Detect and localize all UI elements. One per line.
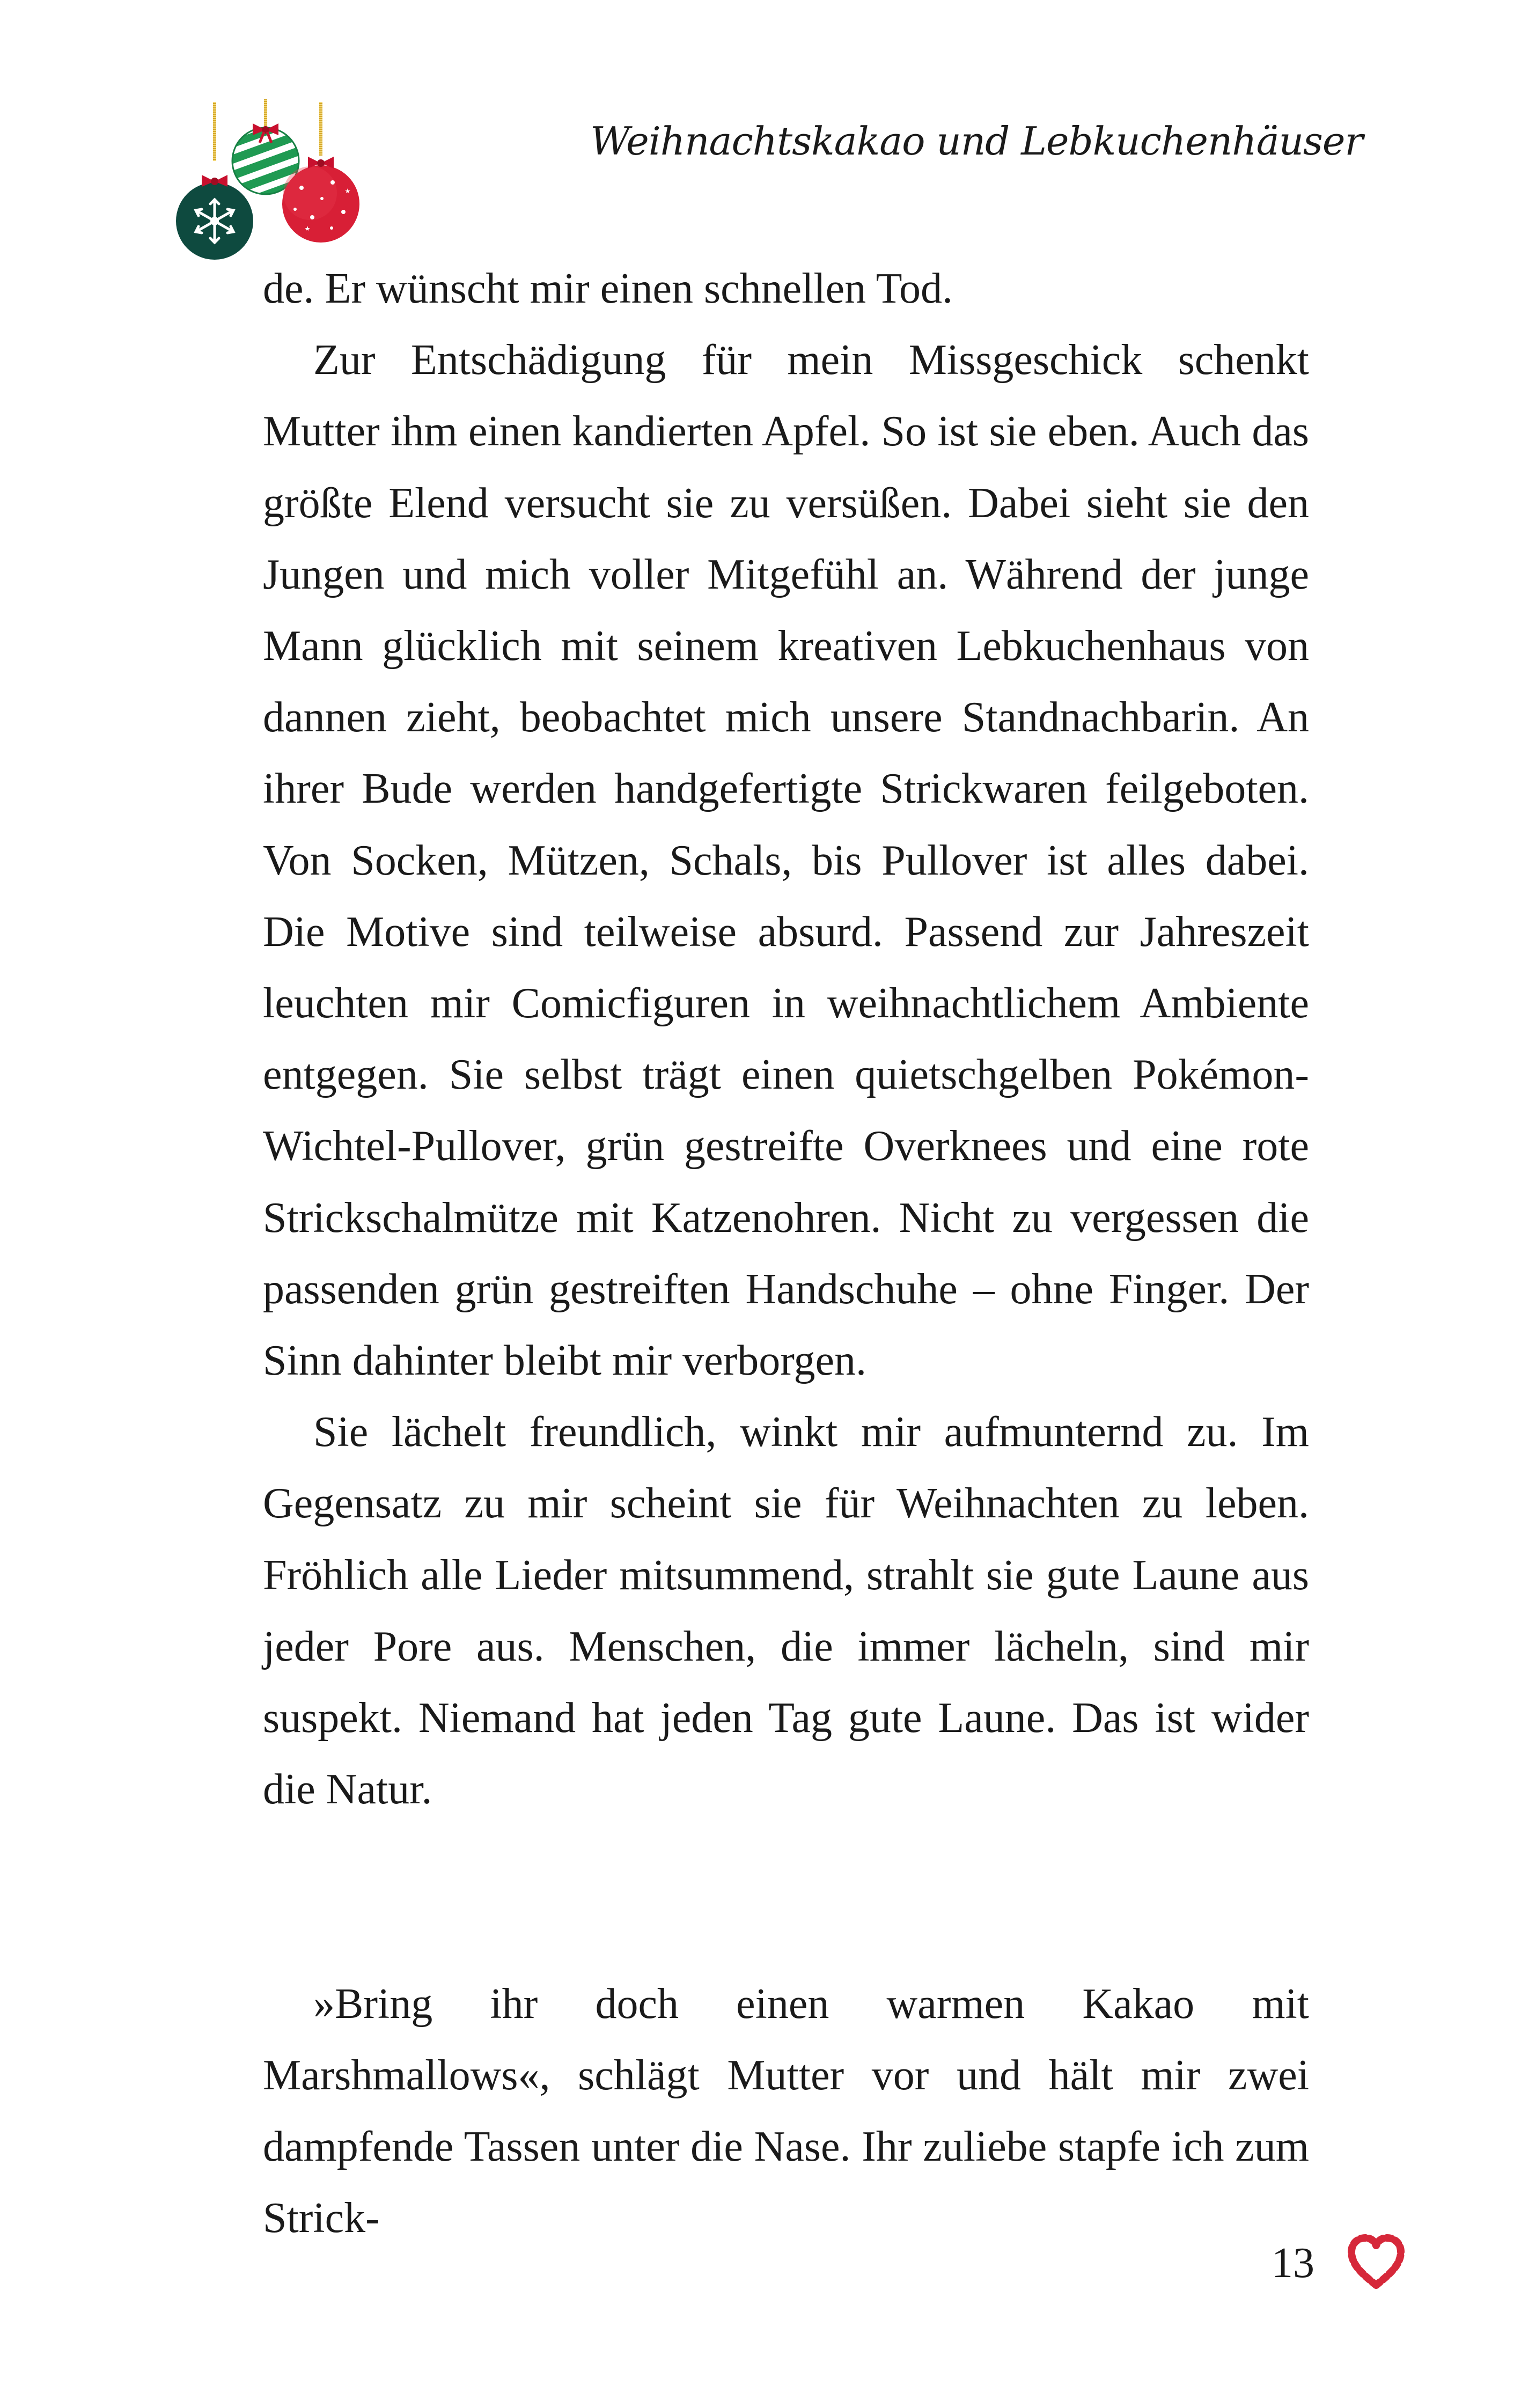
paragraph: »Bring ihr doch einen warmen Kakao mit Marshmallows«, schlägt Mutter vor und hält mir zwei dampfende Tassen unter die Nase. Ihr zuliebe stapfe ich zum Strick- bbox=[263, 1980, 1309, 2242]
body-text bbox=[263, 253, 1309, 2255]
candy-cane-heart-icon bbox=[1344, 2229, 1408, 2294]
paragraph: Zur Entschädigung für mein Missgeschick schenkt Mutter ihm einen kandierten Apfel. So ist sie eben. Auch das größte Elend versucht sie zu versüßen. Dabei sieht sie den Jungen und mich voller Mitgefühl an. Während der junge Mann glücklich mit seinem kreativen Lebkuchenhaus von dannen zieht, beobachtet mich unsere Standnachbarin. An ihrer Bude werden handgefertigte Strickwaren feilgeboten. Von Socken, Mützen, Schals, bis Pullover ist alles dabei. Die Motive sind teilweise absurd. Passend zur Jahreszeit leuchten mir Comicfiguren in weihnachtlichem Ambiente entgegen. Sie selbst trägt einen quietschgelben Pokémon-Wichtel-Pullover, grün gestreifte Overknees und eine rote Strickschalmütze mit Katzenohren. Nicht zu vergessen die passenden grün gestreiften Handschuhe – ohne Finger. Der Sinn dahinter bleibt mir verborgen. bbox=[263, 336, 1309, 1385]
page-number: 13 bbox=[1272, 2240, 1314, 2287]
paragraph: de. Er wünscht mir einen schnellen Tod. bbox=[263, 265, 953, 312]
scene-break bbox=[263, 1825, 1309, 1968]
christmas-ornaments-icon bbox=[161, 97, 386, 268]
running-header: Weihnachtskakao und Lebkuchenhäuser bbox=[590, 119, 1363, 164]
paragraph: Sie lächelt freundlich, winkt mir aufmunternd zu. Im Gegensatz zu mir scheint sie für Weihnachten zu leben. Fröhlich alle Lieder mitsummend, strahlt sie gute Laune aus jeder Pore aus. Menschen, die immer lächeln, sind mir suspekt. Niemand hat jeden Tag gute Laune. Das ist wider die Natur. bbox=[263, 1408, 1309, 1814]
